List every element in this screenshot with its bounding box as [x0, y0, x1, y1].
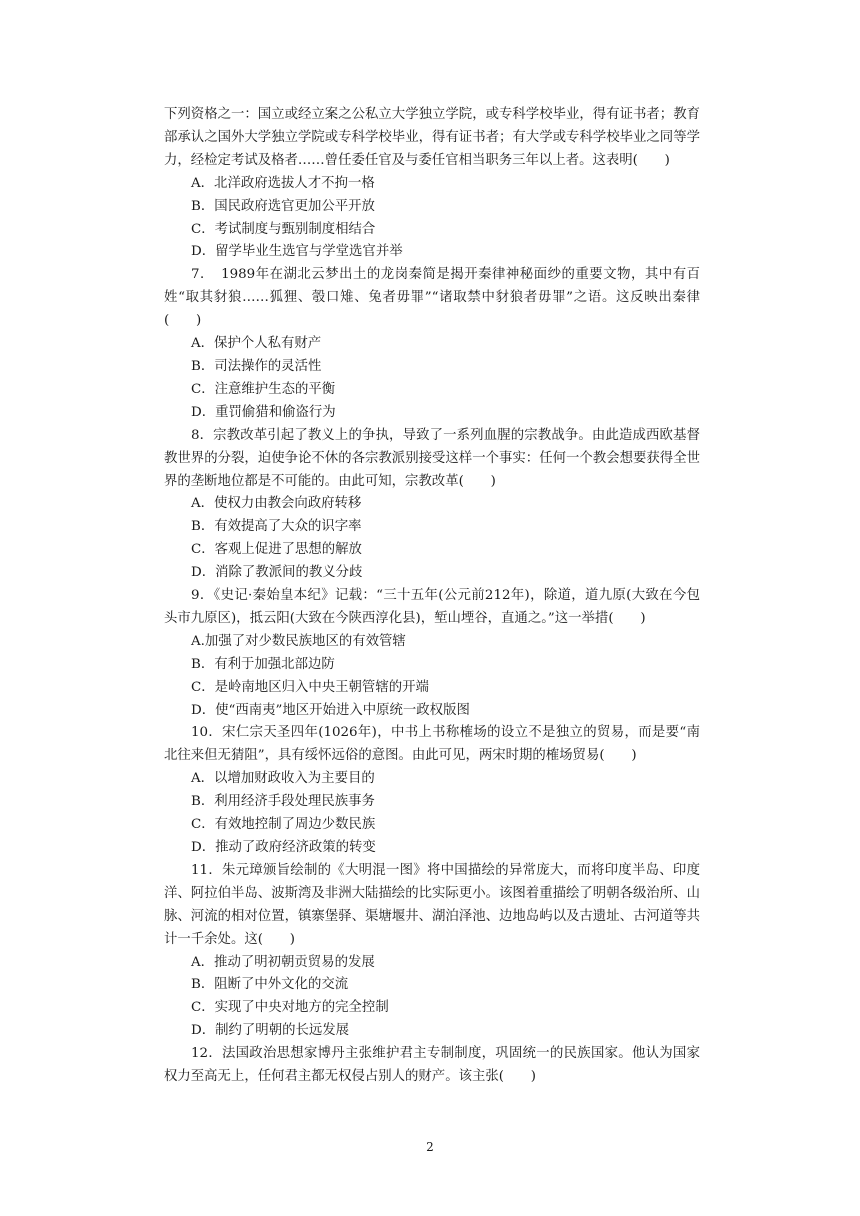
answer-option: D．留学毕业生选官与学堂选官并举	[191, 244, 403, 260]
page-content	[164, 104, 700, 1089]
question-12	[164, 1043, 700, 1089]
answer-option: D．制约了明朝的长远发展	[191, 1023, 350, 1039]
answer-option: C．实现了中央对地方的完全控制	[191, 1000, 389, 1016]
question-8	[164, 425, 700, 585]
answer-option: C．客观上促进了思想的解放	[191, 542, 362, 558]
answer-option: D．推动了政府经济政策的转变	[191, 840, 376, 855]
question-stem: 7． 1989年在湖北云梦出土的龙岗秦简是揭开秦律神秘面纱的重要文物，其中有百姓“取其豺狼……狐狸、彀口雉、兔者毋罪”“诸取禁中豺狼者毋罪”之语。这反映出秦律( )	[164, 267, 700, 329]
answer-option: D．消除了教派间的教义分歧	[191, 565, 363, 581]
question-stem: 9．《史记·秦始皇本纪》记载：“三十五年(公元前212年)，除道，道九原(大致在今包头市九原区)，抵云阳(大致在今陕西淳化县)，堑山堙谷，直通之。”这一举措( )	[164, 588, 700, 626]
question-11	[164, 860, 700, 1043]
answer-option: C．考试制度与甄别制度相结合	[191, 221, 376, 237]
answer-option: C．注意维护生态的平衡	[191, 381, 336, 397]
question-stem: 11．朱元璋颁旨绘制的《大明混一图》将中国描绘的异常庞大，而将印度半岛、印度洋、阿拉伯半岛、波斯湾及非洲大陆描绘的比实际更小。该图着重描绘了明朝各级治所、山脉、河流的相对位置，镇寨堡驿、渠塘堰井、湖泊泽池、边地岛屿以及古遗址、古河道等共计一千余处。这( )	[164, 862, 700, 947]
question-continuation	[164, 104, 700, 264]
page-number: 2	[426, 1140, 434, 1154]
question-10	[164, 722, 700, 859]
question-7	[164, 264, 700, 424]
answer-option: B．阻断了中外文化的交流	[191, 977, 349, 993]
question-stem: 下列资格之一：国立或经立案之公私立大学独立学院，或专科学校毕业，得有证书者；教育部承认之国外大学独立学院或专科学校毕业，得有证书者；有大学或专科学校毕业之同等学力，经检定考试及格者……曾任委任官及与委任官相当职务三年以上者。这表明( )	[164, 107, 700, 168]
answer-option: D．使“西南夷”地区开始进入中原统一政权版图	[191, 702, 470, 718]
question-stem: 12．法国政治思想家博丹主张维护君主专制制度，巩固统一的民族国家。他认为国家权力至高无上，任何君主都无权侵占别人的财产。该主张( )	[164, 1046, 700, 1085]
answer-option: A．北洋政府选拔人才不拘一格	[191, 175, 375, 191]
answer-option: C．是岭南地区归入中央王朝管辖的开端	[191, 679, 429, 695]
answer-option: A．使权力由教会向政府转移	[191, 496, 362, 512]
question-stem: 8．宗教改革引起了教义上的争执，导致了一系列血腥的宗教战争。由此造成西欧基督教世界的分裂，迫使争论不休的各宗教派别接受这样一个事实：任何一个教会想要获得全世界的垄断地位都是不可能的。由此可知，宗教改革( )	[164, 427, 700, 489]
answer-option: B．有效提高了大众的识字率	[191, 519, 362, 535]
answer-option: B．有利于加强北部边防	[191, 656, 335, 672]
answer-option: A.加强了对少数民族地区的有效管辖	[191, 633, 406, 649]
answer-option: B．司法操作的灵活性	[191, 358, 322, 374]
answer-option: A．保护个人私有财产	[191, 336, 322, 352]
answer-option: B．利用经济手段处理民族事务	[191, 794, 375, 810]
answer-option: B．国民政府选官更加公平开放	[191, 198, 375, 214]
answer-option: D．重罚偷猎和偷盗行为	[191, 404, 336, 420]
answer-option: A．推动了明初朝贡贸易的发展	[191, 954, 375, 970]
question-9	[164, 585, 700, 722]
answer-option: A．以增加财政收入为主要目的	[191, 771, 375, 787]
question-stem: 10．宋仁宗天圣四年(1026年)，中书上书称榷场的设立不是独立的贸易，而是要“南北往来但无猜阻”，具有绥怀远俗的意图。由此可见，两宋时期的榷场贸易( )	[164, 725, 700, 764]
answer-option: C．有效地控制了周边少数民族	[191, 817, 376, 833]
